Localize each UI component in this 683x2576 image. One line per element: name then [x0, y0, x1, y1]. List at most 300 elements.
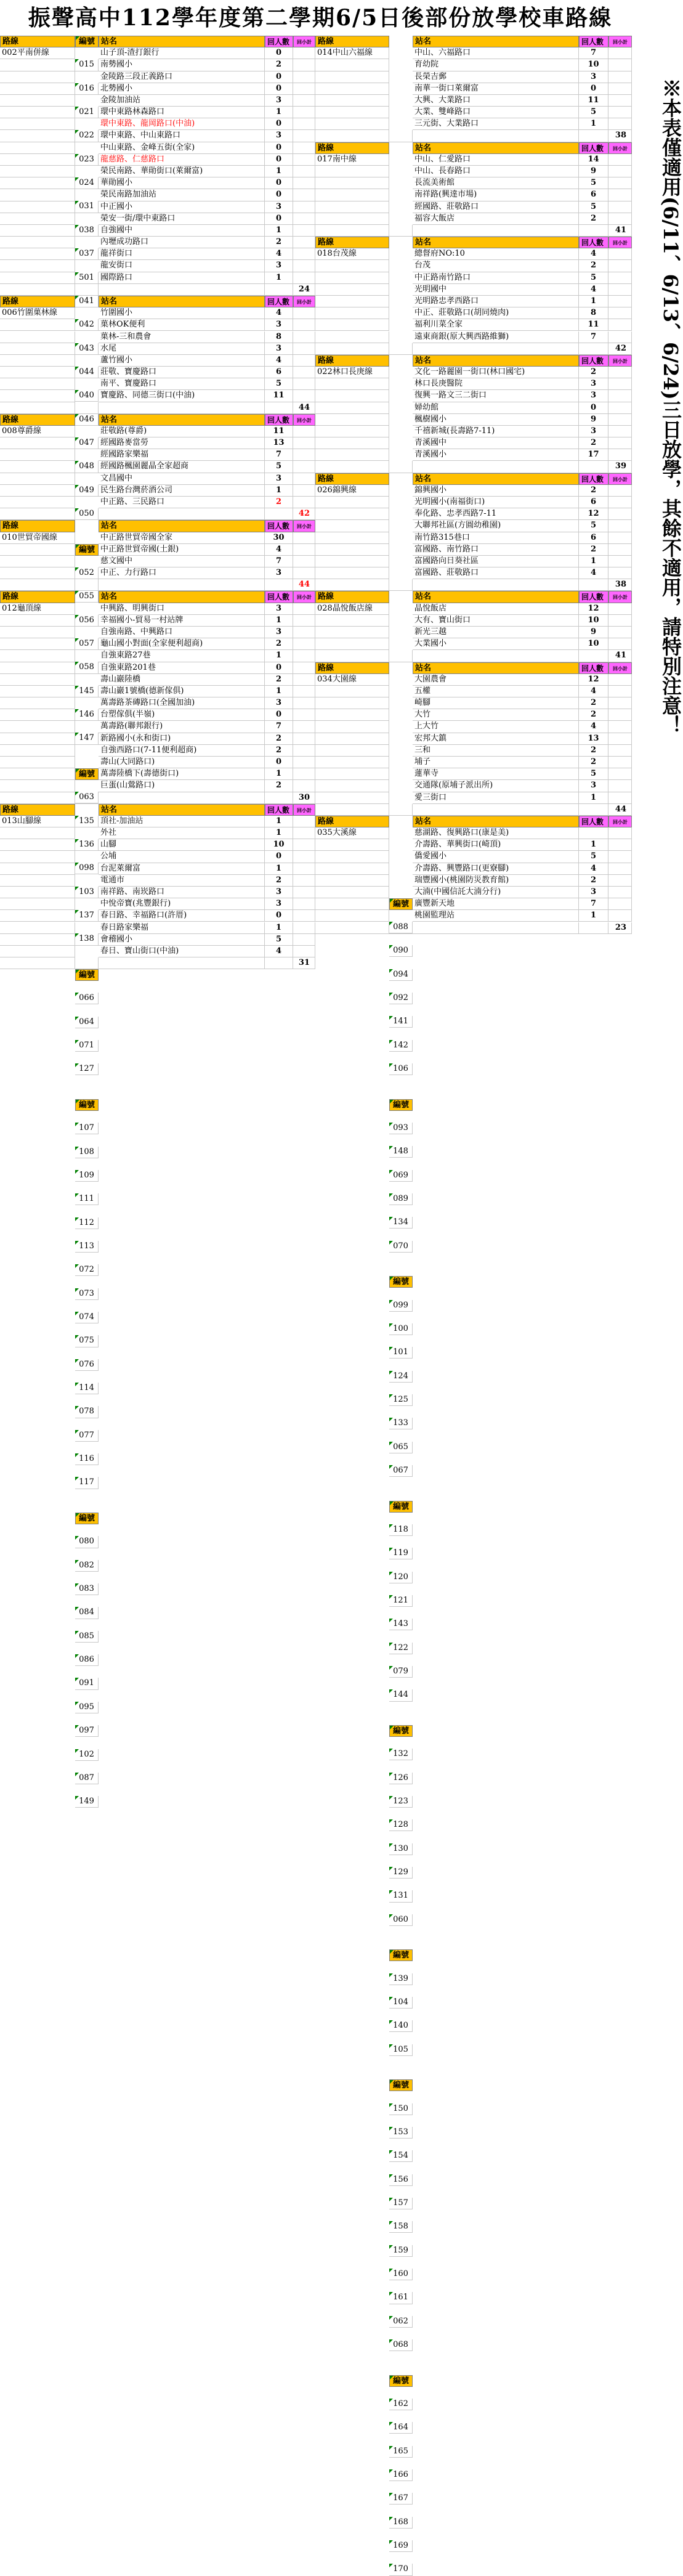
route-cell-empty	[0, 461, 75, 473]
stop-count: 11	[579, 319, 608, 331]
stop-code: 066	[75, 993, 99, 1004]
header-route: 路線	[315, 816, 389, 827]
stop-name: 中山、六福路口	[413, 47, 579, 59]
header-count: 回人數	[579, 36, 608, 47]
route-cell-empty	[0, 201, 75, 213]
stop-name: 華勛國小	[99, 177, 265, 189]
route-name: 006竹圍菓林線	[0, 307, 75, 319]
notice-text: ※本表僅適用(6/11、6/13、6/24)三日放學，其餘不適用，請特別注意！	[659, 78, 682, 735]
route-cell-empty	[0, 851, 75, 863]
subtotal-cell-empty	[293, 934, 315, 946]
stop-count: 2	[265, 674, 293, 686]
subtotal-cell-empty	[608, 556, 632, 567]
stop-name: 萬壽路(聯邦銀行)	[99, 721, 265, 733]
subtotal-cell-empty	[608, 674, 632, 686]
header-route: 路線	[0, 36, 75, 47]
route-subtotal: 44	[293, 579, 315, 591]
subtotal-cell-empty	[608, 449, 632, 461]
subtotal-cell-empty	[293, 780, 315, 792]
route-cell-empty	[315, 721, 389, 733]
stop-count: 3	[265, 697, 293, 709]
stop-name: 崎腳	[413, 697, 579, 709]
subtotal-cell-empty	[293, 47, 315, 59]
stop-count: 2	[579, 485, 608, 497]
stop-count: 9	[579, 166, 608, 177]
route-cell-empty	[0, 284, 75, 296]
route-cell-empty	[315, 497, 389, 508]
header-code: 編號	[389, 1949, 413, 1961]
stop-code: 145	[75, 686, 99, 697]
notice-panel	[639, 36, 682, 775]
stop-count: 5	[579, 520, 608, 532]
stop-code: 097	[75, 1725, 99, 1737]
stop-name: 中悅帝寶(兆豐銀行)	[99, 898, 265, 910]
stop-count: 12	[579, 508, 608, 520]
stop-count: 3	[265, 473, 293, 485]
subtotal-cell-empty	[608, 83, 632, 95]
stop-name: 大興、大業路口	[413, 95, 579, 107]
route-cell-empty	[0, 697, 75, 709]
stop-count: 1	[265, 686, 293, 697]
stop-code: 121	[389, 1595, 413, 1607]
stop-code: 147	[75, 733, 99, 744]
subtotal-cell-empty	[293, 863, 315, 875]
stop-count: 2	[265, 745, 293, 757]
route-cell-empty	[0, 331, 75, 343]
stop-count: 2	[265, 638, 293, 650]
route-cell-empty	[315, 922, 389, 934]
stop-code: 052	[75, 567, 99, 579]
route-subtotal: 42	[293, 508, 315, 520]
stop-count: 5	[579, 768, 608, 780]
header-subtotal: 回小計	[608, 237, 632, 248]
stop-code: 044	[75, 367, 99, 378]
subtotal-cell-empty	[608, 248, 632, 260]
stop-code: 041	[75, 296, 99, 307]
route-cell-empty	[0, 875, 75, 887]
stop-code: 129	[389, 1867, 413, 1879]
stop-code: 068	[389, 2339, 413, 2351]
stop-name: 台塑傢俱(半嶺)	[99, 709, 265, 721]
stop-code: 160	[389, 2269, 413, 2280]
name-cell-empty	[99, 957, 265, 969]
stop-name: 環中東路、龍岡路口(中油)	[99, 118, 265, 130]
subtotal-cell-empty	[293, 307, 315, 319]
stop-name: 中山東路、金峰五街(全家)	[99, 142, 265, 154]
stop-count: 7	[579, 898, 608, 910]
subtotal-cell-empty	[293, 248, 315, 260]
stop-count: 3	[579, 426, 608, 437]
route-subtotal: 39	[608, 461, 632, 473]
header-subtotal: 回小計	[293, 36, 315, 47]
subtotal-cell-empty	[608, 910, 632, 922]
route-cell-empty	[0, 237, 75, 248]
route-cell-empty	[315, 851, 389, 863]
subtotal-cell-empty	[293, 733, 315, 745]
stop-count: 11	[265, 426, 293, 437]
route-cell-empty	[0, 367, 75, 378]
stop-name: 育幼院	[413, 59, 579, 71]
subtotal-cell-empty	[293, 674, 315, 686]
route-cell-empty	[0, 71, 75, 83]
route-cell-empty	[315, 567, 389, 579]
stop-code: 137	[75, 910, 99, 922]
header-station: 站名	[99, 591, 265, 603]
stop-name: 錦興國小	[413, 485, 579, 497]
count-cell-empty	[265, 508, 293, 520]
route-cell-empty	[315, 508, 389, 520]
stop-count: 3	[265, 627, 293, 638]
header-count: 回人數	[579, 237, 608, 248]
header-code: 編號	[389, 1501, 413, 1513]
stop-name: 龍安街口	[99, 260, 265, 272]
subtotal-cell-empty	[293, 887, 315, 898]
route-cell-empty	[0, 567, 75, 579]
stop-code: 107	[75, 1123, 99, 1134]
code-cell-empty	[75, 284, 99, 296]
stop-name: 萬壽陸橋下(壽德街口)	[99, 768, 265, 780]
route-table	[0, 36, 628, 2574]
stop-count: 3	[265, 95, 293, 107]
header-station: 站名	[99, 414, 265, 426]
stop-name: 中正路世貿帝國全家	[99, 532, 265, 544]
stop-code: 093	[389, 1123, 413, 1134]
stop-count: 7	[265, 721, 293, 733]
route-cell-empty	[0, 627, 75, 638]
stop-name: 宏邦大鎮	[413, 733, 579, 745]
subtotal-cell-empty	[608, 887, 632, 898]
stop-code: 065	[389, 1442, 413, 1453]
stop-name: 中興路、明興街口	[99, 603, 265, 615]
route-cell-empty	[315, 792, 389, 804]
stop-count: 4	[579, 567, 608, 579]
stop-name: 國際路口	[99, 272, 265, 284]
subtotal-cell-empty	[608, 615, 632, 627]
stop-name: 長榮吉郵	[413, 71, 579, 83]
route-cell-empty	[0, 225, 75, 237]
subtotal-cell-empty	[608, 839, 632, 851]
route-cell-empty	[315, 697, 389, 709]
subtotal-cell-empty	[293, 757, 315, 768]
subtotal-cell-empty	[608, 437, 632, 449]
subtotal-cell-empty	[293, 650, 315, 662]
stop-code: 101	[389, 1347, 413, 1359]
subtotal-cell-empty	[608, 154, 632, 166]
stop-code: 148	[389, 1146, 413, 1158]
stop-name: 中山、長春路口	[413, 166, 579, 177]
subtotal-cell-empty	[293, 154, 315, 166]
stop-code: 015	[75, 59, 99, 71]
route-cell-empty	[0, 946, 75, 957]
stop-code: 095	[75, 1702, 99, 1713]
stop-code: 056	[75, 615, 99, 627]
header-station: 站名	[99, 520, 265, 532]
subtotal-cell-empty	[608, 520, 632, 532]
route-cell-empty	[315, 189, 389, 201]
stop-code: 089	[389, 1193, 413, 1205]
subtotal-cell-empty	[293, 83, 315, 95]
stop-count: 0	[265, 83, 293, 95]
header-subtotal: 回小計	[293, 591, 315, 603]
stop-name: 中山、仁愛路口	[413, 154, 579, 166]
route-subtotal: 41	[608, 225, 632, 237]
stop-code: 049	[75, 485, 99, 497]
stop-count: 1	[579, 296, 608, 307]
header-code: 編號	[389, 1725, 413, 1737]
route-cell-empty	[0, 827, 75, 839]
stop-code: 123	[389, 1796, 413, 1808]
stop-name: 桃園監理站	[413, 910, 579, 922]
subtotal-cell-empty	[293, 615, 315, 627]
stop-code: 169	[389, 2540, 413, 2552]
subtotal-cell-empty	[293, 142, 315, 154]
subtotal-cell-empty	[293, 532, 315, 544]
subtotal-cell-empty	[608, 532, 632, 544]
header-count: 回人數	[579, 591, 608, 603]
route-cell-empty	[315, 390, 389, 402]
stop-count: 8	[579, 307, 608, 319]
stop-count: 0	[265, 213, 293, 225]
stop-count: 4	[579, 721, 608, 733]
subtotal-cell-empty	[293, 343, 315, 355]
stop-count: 17	[579, 449, 608, 461]
stop-count: 2	[265, 497, 293, 508]
stop-code: 086	[75, 1654, 99, 1666]
route-cell-empty	[0, 213, 75, 225]
stop-code: 055	[75, 591, 99, 603]
header-subtotal: 回小計	[608, 355, 632, 367]
count-cell-empty	[579, 130, 608, 142]
stop-code: 158	[389, 2221, 413, 2233]
stop-code: 165	[389, 2446, 413, 2458]
code-cell-empty	[75, 508, 99, 520]
stop-name: 總督府NO:10	[413, 248, 579, 260]
stop-name: 光明國小(南福街口)	[413, 497, 579, 508]
route-name: 018台茂線	[315, 248, 389, 260]
stop-name: 婦幼館	[413, 402, 579, 414]
header-station: 站名	[99, 36, 265, 47]
subtotal-cell-empty	[608, 686, 632, 697]
route-cell-empty	[0, 721, 75, 733]
subtotal-cell-empty	[608, 307, 632, 319]
stop-code: 134	[389, 1217, 413, 1229]
code-cell-empty	[389, 225, 413, 237]
stop-code: 141	[389, 1016, 413, 1028]
route-cell-empty	[0, 437, 75, 449]
header-code: 編號	[75, 1099, 99, 1111]
subtotal-cell-empty	[608, 95, 632, 107]
stop-count: 6	[265, 367, 293, 378]
stop-count: 5	[265, 934, 293, 946]
stop-count: 12	[579, 674, 608, 686]
stop-code: 159	[389, 2245, 413, 2257]
route-name: 002平南併線	[0, 47, 75, 59]
route-cell-empty	[315, 177, 389, 189]
stop-count: 10	[579, 59, 608, 71]
stop-name: 文昌國中	[99, 473, 265, 485]
stop-name: 水尾	[99, 343, 265, 355]
stop-count: 1	[265, 827, 293, 839]
stop-code: 023	[75, 154, 99, 166]
route-cell-empty	[315, 461, 389, 473]
stop-name: 環中東路、中山東路口	[99, 130, 265, 142]
stop-name: 文化一路麗園一街口(林口國宅)	[413, 367, 579, 378]
route-name: 017南中線	[315, 154, 389, 166]
stop-count: 0	[265, 757, 293, 768]
name-cell-empty	[413, 922, 579, 934]
stop-code: 140	[389, 2020, 413, 2032]
stop-count: 2	[265, 237, 293, 248]
count-cell-empty	[579, 804, 608, 816]
route-cell-empty	[0, 934, 75, 946]
subtotal-cell-empty	[293, 567, 315, 579]
route-name: 026錦興線	[315, 485, 389, 497]
count-cell-empty	[579, 650, 608, 662]
route-cell-empty	[315, 627, 389, 638]
stop-code: 046	[75, 414, 99, 426]
route-name: 014中山六福線	[315, 47, 389, 59]
route-cell-empty	[0, 745, 75, 757]
subtotal-cell-empty	[608, 59, 632, 71]
route-cell-empty	[315, 520, 389, 532]
stop-count: 9	[579, 414, 608, 426]
stop-name: 埔子	[413, 757, 579, 768]
stop-name: 中正路南竹路口	[413, 272, 579, 284]
stop-count	[579, 827, 608, 839]
stop-code: 103	[75, 887, 99, 898]
stop-count: 4	[579, 248, 608, 260]
stop-code: 085	[75, 1631, 99, 1643]
stop-name: 經國路、莊敬路口	[413, 201, 579, 213]
name-cell-empty	[99, 284, 265, 296]
route-cell-empty	[315, 757, 389, 768]
subtotal-cell-empty	[608, 47, 632, 59]
stop-name: 北勢國小	[99, 83, 265, 95]
header-code: 編號	[389, 2375, 413, 2387]
stop-code: 153	[389, 2127, 413, 2139]
header-route: 路線	[315, 142, 389, 154]
subtotal-cell-empty	[608, 367, 632, 378]
stop-name: 龍慈路、仁慈路口	[99, 154, 265, 166]
subtotal-cell-empty	[608, 331, 632, 343]
route-cell-empty	[0, 638, 75, 650]
stop-code: 170	[389, 2564, 413, 2575]
route-cell-empty	[0, 686, 75, 697]
count-cell-empty	[579, 225, 608, 237]
stop-code: 087	[75, 1773, 99, 1784]
subtotal-cell-empty	[608, 851, 632, 863]
subtotal-cell-empty	[293, 390, 315, 402]
header-route: 路線	[0, 296, 75, 307]
stop-count: 0	[265, 177, 293, 189]
stop-name: 林口長庚醫院	[413, 378, 579, 390]
route-cell-empty	[315, 579, 389, 591]
header-route: 路線	[315, 237, 389, 248]
route-cell-empty	[315, 272, 389, 284]
stop-count: 7	[265, 449, 293, 461]
subtotal-cell-empty	[293, 378, 315, 390]
subtotal-cell-empty	[608, 189, 632, 201]
stop-count: 4	[265, 946, 293, 957]
route-subtotal: 38	[608, 579, 632, 591]
stop-count: 5	[579, 851, 608, 863]
route-cell-empty	[0, 485, 75, 497]
header-route: 路線	[315, 662, 389, 674]
route-cell-empty	[0, 508, 75, 520]
stop-name: 上大竹	[413, 721, 579, 733]
header-subtotal: 回小計	[608, 591, 632, 603]
stop-name: 光明路忠孝西路口	[413, 296, 579, 307]
stop-count: 0	[265, 910, 293, 922]
stop-code: 162	[389, 2399, 413, 2410]
subtotal-cell-empty	[293, 898, 315, 910]
stop-count: 10	[265, 839, 293, 851]
header-count: 回人數	[579, 662, 608, 674]
stop-code: 078	[75, 1406, 99, 1418]
route-cell-empty	[0, 650, 75, 662]
stop-name: 交通隊(原埔子派出所)	[413, 780, 579, 792]
stop-count: 0	[265, 118, 293, 130]
stop-code: 150	[389, 2103, 413, 2115]
stop-name: 自強西路口(7-11便利超商)	[99, 745, 265, 757]
route-subtotal: 44	[608, 804, 632, 816]
subtotal-cell-empty	[608, 260, 632, 272]
code-cell-empty	[389, 343, 413, 355]
subtotal-cell-empty	[608, 697, 632, 709]
stop-code: 100	[389, 1323, 413, 1335]
header-station: 站名	[99, 804, 265, 816]
stop-code: 063	[75, 792, 99, 803]
stop-code: 136	[75, 839, 99, 851]
stop-name: 大竹	[413, 709, 579, 721]
stop-count: 2	[265, 59, 293, 71]
subtotal-cell-empty	[608, 319, 632, 331]
subtotal-cell-empty	[293, 627, 315, 638]
name-cell-empty	[99, 402, 265, 414]
stop-code: 071	[75, 1040, 99, 1052]
route-cell-empty	[0, 733, 75, 745]
stop-code: 116	[75, 1453, 99, 1465]
subtotal-cell-empty	[293, 71, 315, 83]
stop-count: 9	[579, 627, 608, 638]
route-name: 022林口長庚線	[315, 367, 389, 378]
route-subtotal: 42	[608, 343, 632, 355]
header-subtotal: 回小計	[608, 662, 632, 674]
subtotal-cell-empty	[293, 851, 315, 863]
code-cell-empty	[389, 130, 413, 142]
header-code: 編號	[389, 2079, 413, 2091]
subtotal-cell-empty	[293, 768, 315, 780]
subtotal-cell-empty	[293, 367, 315, 378]
subtotal-cell-empty	[608, 426, 632, 437]
subtotal-cell-empty	[293, 875, 315, 887]
stop-name: 台茂	[413, 260, 579, 272]
route-cell-empty	[315, 107, 389, 118]
stop-code: 048	[75, 461, 99, 473]
stop-count: 5	[265, 378, 293, 390]
stop-count: 5	[579, 107, 608, 118]
route-name: 035大溪線	[315, 827, 389, 839]
stop-count: 0	[265, 851, 293, 863]
stop-count: 3	[265, 898, 293, 910]
stop-code: 167	[389, 2493, 413, 2505]
stop-name: 榮安一街/環中東路口	[99, 213, 265, 225]
stop-count: 3	[579, 780, 608, 792]
stop-code: 043	[75, 343, 99, 355]
route-subtotal: 31	[293, 957, 315, 969]
stop-name: 蓮華寺	[413, 768, 579, 780]
stop-code: 130	[389, 1843, 413, 1855]
